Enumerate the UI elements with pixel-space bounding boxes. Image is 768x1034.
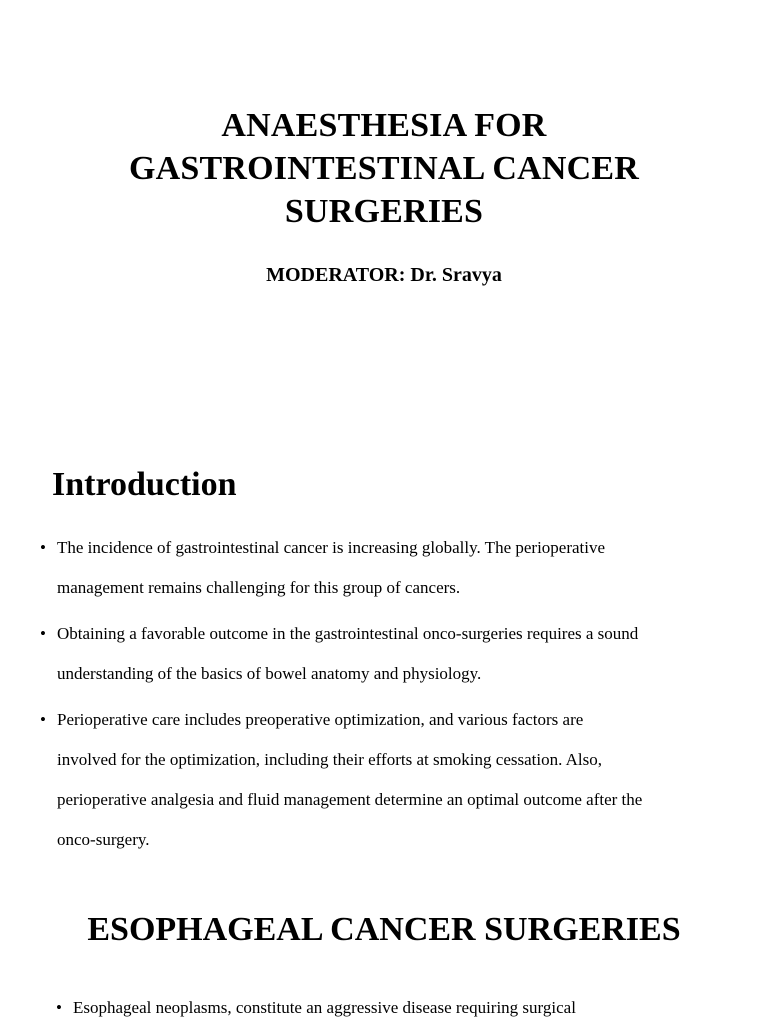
bullet-text-line: perioperative analgesia and fluid management determine an optimal outcome after the bbox=[57, 790, 643, 809]
list-item bbox=[40, 700, 740, 860]
section-heading: Introduction bbox=[52, 466, 237, 503]
bullet-icon: • bbox=[40, 710, 46, 729]
bullet-text-line: The incidence of gastrointestinal cancer is increasing globally. The perioperative bbox=[57, 538, 606, 557]
list-item bbox=[40, 528, 740, 608]
bullet-text-line: management remains challenging for this group of cancers. bbox=[57, 578, 461, 597]
bullet-text-line: Obtaining a favorable outcome in the gastrointestinal onco-surgeries requires a sound bbox=[57, 624, 639, 643]
list-item bbox=[40, 614, 740, 694]
bullet-icon: • bbox=[40, 624, 46, 643]
moderator-name: MODERATOR: Dr. Sravya bbox=[266, 264, 502, 286]
introduction-slide bbox=[0, 432, 768, 864]
bullet-icon: • bbox=[40, 538, 46, 557]
esophageal-slide bbox=[0, 864, 768, 1024]
title-line: ANAESTHESIA FOR bbox=[221, 107, 547, 144]
presentation-title bbox=[84, 104, 684, 233]
bullet-text-line: understanding of the basics of bowel anatomy and physiology. bbox=[57, 664, 482, 683]
title-slide bbox=[0, 0, 768, 432]
bullet-list bbox=[40, 528, 740, 866]
title-line: GASTROINTESTINAL CANCER bbox=[128, 150, 639, 187]
section-heading: ESOPHAGEAL CANCER SURGERIES bbox=[87, 911, 681, 948]
bullet-text-line: involved for the optimization, including their efforts at smoking cessation. Also, bbox=[57, 750, 603, 769]
bullet-icon: • bbox=[56, 998, 62, 1017]
list-item bbox=[56, 988, 576, 1028]
bullet-text-line: Perioperative care includes preoperative optimization, and various factors are bbox=[57, 710, 584, 729]
bullet-list bbox=[56, 988, 576, 1034]
bullet-text-line: Esophageal neoplasms, constitute an aggressive disease requiring surgical bbox=[73, 998, 576, 1017]
title-line: SURGERIES bbox=[284, 193, 484, 230]
bullet-text-line: onco-surgery. bbox=[57, 830, 150, 849]
